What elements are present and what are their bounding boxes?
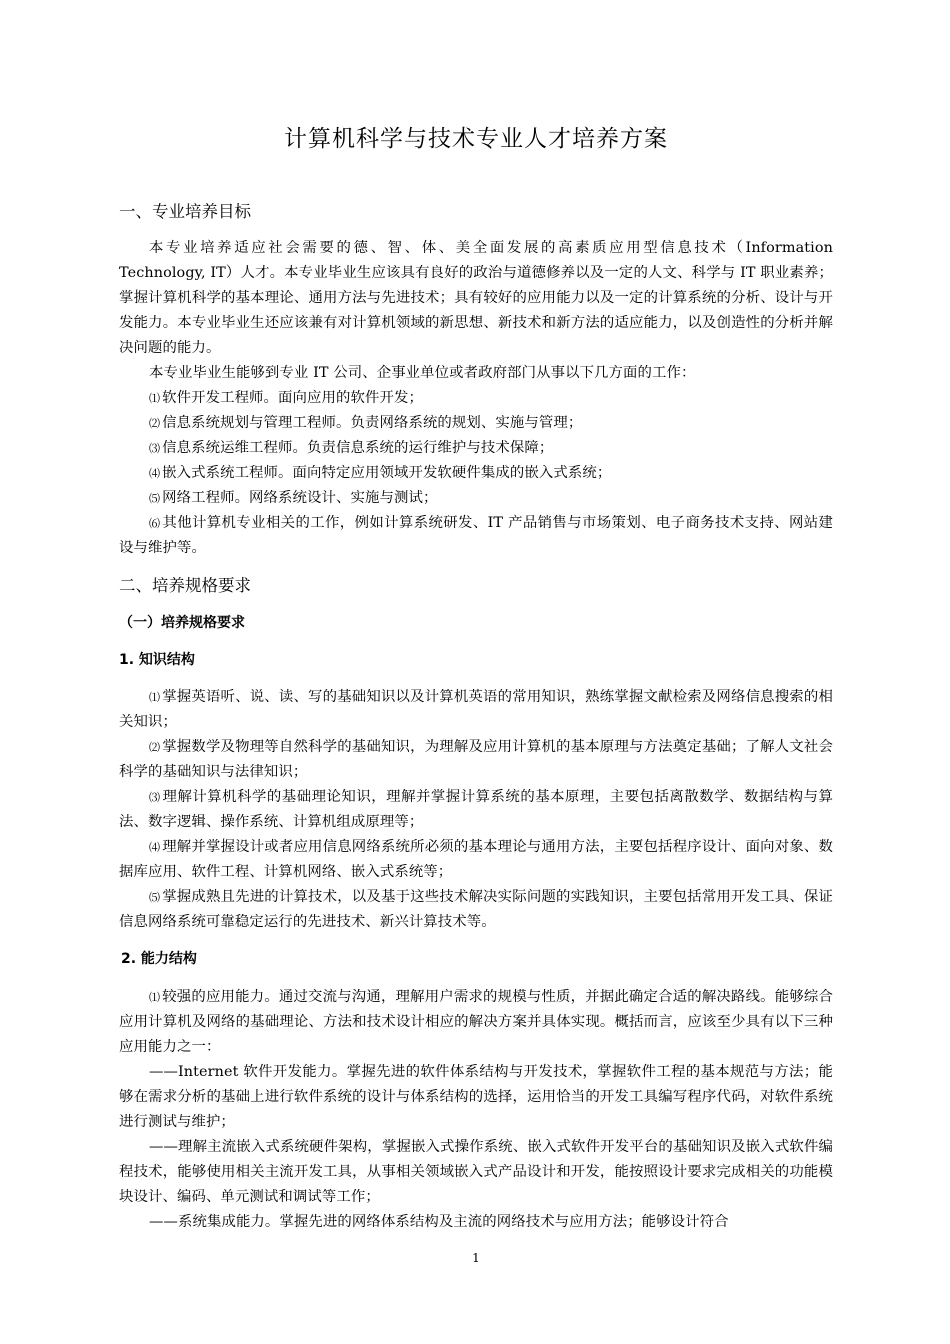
ability-paragraph — [119, 985, 833, 1060]
item-number: ⑷ — [149, 841, 161, 854]
knowledge-item — [119, 885, 833, 935]
item-number: ⑵ — [149, 417, 161, 430]
section-heading-requirements: 二、培养规格要求 — [119, 576, 251, 595]
item-number: ⑴ — [149, 392, 161, 405]
knowledge-item — [119, 835, 833, 885]
knowledge-item — [119, 785, 833, 835]
ability-system-integration: ——系统集成能力。掌握先进的网络体系结构及主流的网络技术与应用方法；能够设计符合 — [149, 1214, 729, 1230]
item-number: ⑴ — [149, 691, 161, 704]
career-item — [119, 386, 833, 411]
item-text: 掌握英语听、说、读、写的基础知识以及计算机英语的常用知识，熟练掌握文献检索及网络信息搜索的相关知识； — [119, 689, 833, 730]
item-text: 信息系统规划与管理工程师。负责网络系统的规划、实施与管理； — [162, 415, 583, 431]
item-text: 较强的应用能力。通过交流与沟通，理解用户需求的规模与性质，并据此确定合适的解决路线。能够综合应用计算机及网络的基础理论、方法和技术设计相应的解决方案并具体实现。概括而言，应该至少具有以下三种应用能力之一： — [119, 989, 833, 1055]
item-text: 其他计算机专业相关的工作，例如计算系统研发、IT 产品销售与市场策划、电子商务技术支持、网站建设与维护等。 — [119, 515, 834, 556]
knowledge-item — [119, 685, 833, 735]
item-text: 信息系统运维工程师。负责信息系统的运行维护与技术保障； — [162, 440, 554, 456]
ability-internet-software: ——Internet 软件开发能力。掌握先进的软件体系结构与开发技术，掌握软件工程的基本规范与方法；能够在需求分析的基础上进行软件系统的设计与体系结构的选择，运用恰当的开发工具编写程序代码，对软件系统进行测试与维护； — [119, 1064, 833, 1130]
item-text: 理解并掌握设计或者应用信息网络系统所必须的基本理论与通用方法，主要包括程序设计、面向对象、数据库应用、软件工程、计算机网络、嵌入式系统等； — [119, 839, 833, 880]
ability-embedded-systems: ——理解主流嵌入式系统硬件架构，掌握嵌入式操作系统、嵌入式软件开发平台的基础知识及嵌入式软件编程技术，能够使用相关主流开发工具，从事相关领域嵌入式产品设计和开发，能按照设计要求完成相关的功能模块设计、编码、单元测试和调试等工作； — [119, 1139, 833, 1205]
item-text: 软件开发工程师。面向应用的软件开发； — [162, 390, 423, 406]
career-item — [119, 486, 833, 511]
page-number: 1 — [472, 1251, 480, 1265]
career-item — [119, 461, 833, 486]
item-number: ⑴ — [149, 991, 161, 1004]
section-heading-training-goals: 一、专业培养目标 — [119, 202, 251, 221]
paragraph-career-intro: 本专业毕业生能够到专业 IT 公司、企事业单位或者政府部门从事以下几方面的工作： — [149, 365, 696, 381]
item-number: ⑷ — [149, 467, 161, 480]
career-item — [119, 436, 833, 461]
item-text: 掌握成熟且先进的计算技术，以及基于这些技术解决实际问题的实践知识，主要包括常用开发工具、保证信息网络系统可靠稳定运行的先进技术、新兴计算技术等。 — [119, 889, 833, 930]
paragraph-training-goal: 本专业培养适应社会需要的德、智、体、美全面发展的高素质应用型信息技术（Information Technology, IT）人才。本专业毕业生应该具有良好的政治与道德修养以及一定的人文、科学与 IT 职业素养；掌握计算机科学的基本理论、通用方法与先进技术；具有较好的应用能力以及一定的计算系统的分析、设计与开发能力。本专业毕业生还应该兼有对计算机领域的新思想、新技术和新方法的适应能力，以及创造性的分析并解决问题的能力。 — [119, 240, 833, 356]
ability-structure-heading: 2. 能力结构 — [121, 951, 197, 967]
item-number: ⑶ — [149, 442, 161, 455]
item-text: 理解计算机科学的基础理论知识，理解并掌握计算系统的基本原理，主要包括离散数学、数据结构与算法、数字逻辑、操作系统、计算机组成原理等； — [119, 789, 833, 830]
knowledge-structure-heading: 1. 知识结构 — [119, 652, 195, 668]
document-page — [119, 0, 833, 1344]
document-title: 计算机科学与技术专业人才培养方案 — [284, 126, 668, 152]
item-number: ⑶ — [149, 791, 161, 804]
item-number: ⑸ — [149, 891, 161, 904]
career-item — [119, 411, 833, 436]
item-text: 网络工程师。网络系统设计、实施与测试； — [162, 490, 438, 506]
item-text: 掌握数学及物理等自然科学的基础知识，为理解及应用计算机的基本原理与方法奠定基础；了解人文社会科学的基础知识与法律知识； — [119, 739, 833, 780]
item-number: ⑵ — [149, 741, 161, 754]
item-number: ⑹ — [149, 517, 161, 530]
item-text: 嵌入式系统工程师。面向特定应用领域开发软硬件集成的嵌入式系统； — [162, 465, 612, 481]
knowledge-item — [119, 735, 833, 785]
subsection-heading: （一）培养规格要求 — [119, 615, 245, 631]
career-item — [119, 511, 833, 561]
item-number: ⑸ — [149, 492, 161, 505]
